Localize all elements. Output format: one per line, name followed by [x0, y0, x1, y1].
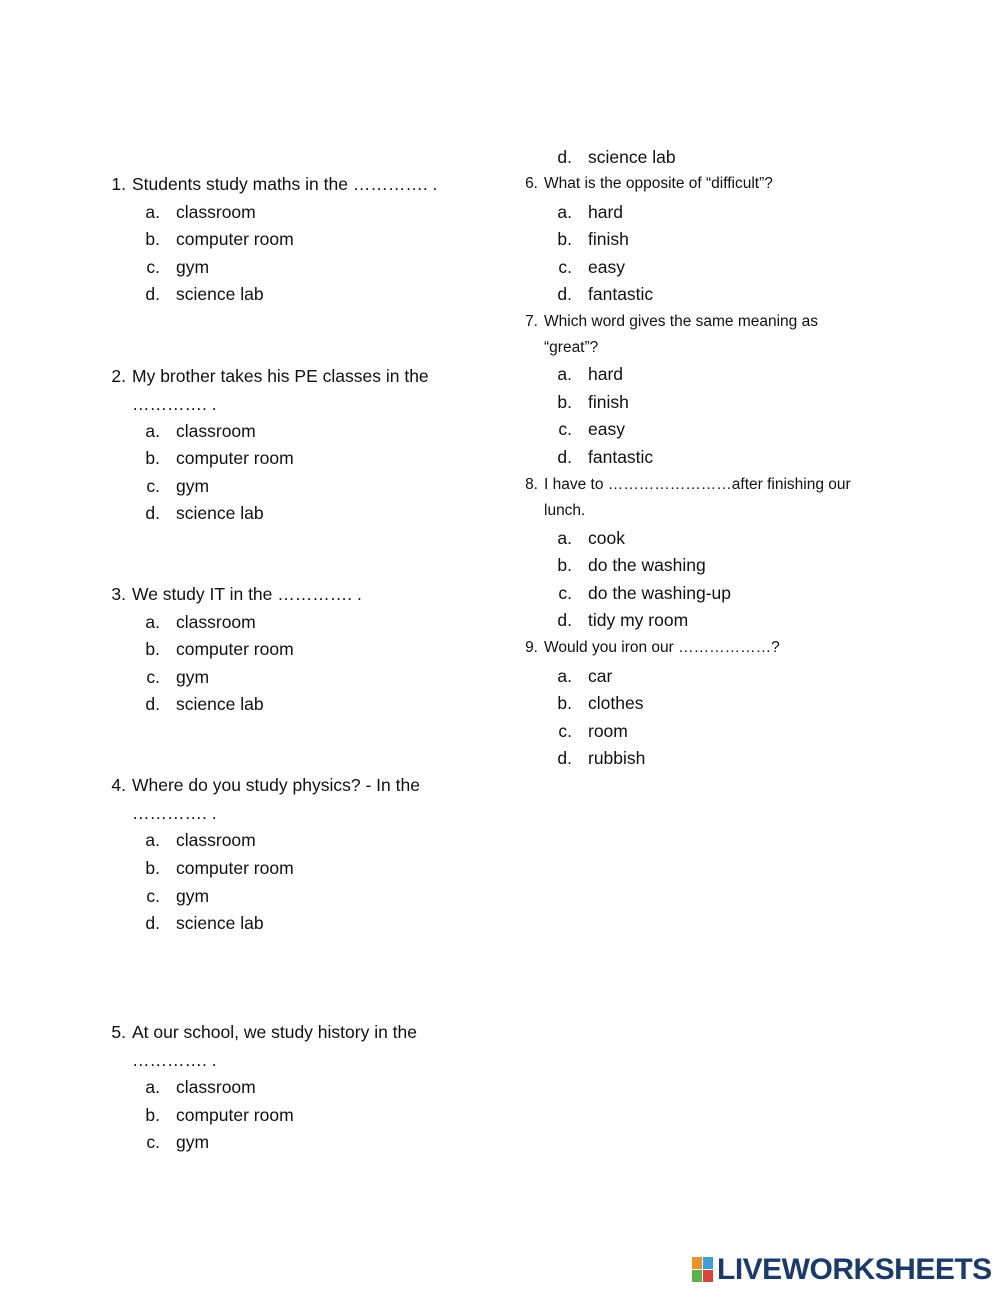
question-number: 5.	[111, 1022, 126, 1042]
logo-blocks-icon	[692, 1257, 714, 1283]
option-letter: b.	[557, 555, 572, 575]
option-text: classroom	[176, 830, 256, 850]
question-text: Where do you study physics? - In the	[132, 775, 420, 795]
option-letter: a.	[557, 666, 572, 686]
option-text: computer room	[176, 858, 294, 878]
question-number: 4.	[111, 775, 126, 795]
question-text: …………. .	[132, 803, 217, 823]
question-number: 6.	[525, 175, 538, 192]
option-letter: a.	[145, 1077, 160, 1097]
option-letter: a.	[145, 421, 160, 441]
question-number: 9.	[525, 639, 538, 656]
option-text: cook	[588, 528, 625, 548]
option-letter: c.	[146, 1132, 160, 1152]
option-letter: c.	[146, 476, 160, 496]
option-text: gym	[176, 257, 210, 277]
option-letter: d.	[557, 284, 572, 304]
option-letter: b.	[145, 858, 160, 878]
option-letter: c.	[146, 886, 160, 906]
option-text: computer room	[176, 639, 294, 659]
option-text: car	[588, 666, 613, 686]
option-text: easy	[588, 257, 625, 277]
option-text: do the washing	[588, 555, 706, 575]
option-text: gym	[176, 476, 210, 496]
option-letter: c.	[558, 419, 572, 439]
option-letter: d.	[145, 694, 160, 714]
option-letter: b.	[557, 693, 572, 713]
option-text: tidy my room	[588, 610, 689, 630]
option-text: rubbish	[588, 748, 646, 768]
option-text: computer room	[176, 229, 294, 249]
question-text: Students study maths in the …………. .	[132, 174, 438, 194]
option-text: classroom	[176, 202, 256, 222]
option-letter: b.	[557, 392, 572, 412]
option-letter: c.	[558, 583, 572, 603]
option-text: classroom	[176, 421, 256, 441]
option-text: gym	[176, 667, 210, 687]
option-letter: d.	[145, 284, 160, 304]
question-text: My brother takes his PE classes in the	[132, 366, 429, 386]
option-letter: d.	[557, 147, 572, 167]
question-text: …………. .	[132, 1050, 217, 1070]
option-text: do the washing-up	[588, 583, 732, 603]
option-letter: d.	[145, 503, 160, 523]
question-text: We study IT in the …………. .	[132, 584, 362, 604]
option-text: fantastic	[588, 447, 654, 467]
option-text: computer room	[176, 1105, 294, 1125]
option-letter: d.	[557, 748, 572, 768]
question-number: 3.	[111, 584, 126, 604]
option-letter: c.	[146, 667, 160, 687]
option-letter: a.	[145, 612, 160, 632]
option-letter: a.	[145, 830, 160, 850]
option-text: science lab	[588, 147, 676, 167]
option-text: finish	[588, 229, 629, 249]
option-letter: a.	[557, 202, 572, 222]
option-text: fantastic	[588, 284, 654, 304]
option-text: finish	[588, 392, 629, 412]
question-number: 8.	[525, 476, 538, 493]
option-letter: d.	[557, 610, 572, 630]
question-number: 7.	[525, 313, 538, 330]
option-letter: d.	[145, 913, 160, 933]
option-letter: b.	[145, 639, 160, 659]
option-text: science lab	[176, 913, 264, 933]
option-letter: d.	[557, 447, 572, 467]
option-text: computer room	[176, 448, 294, 468]
option-text: clothes	[588, 693, 644, 713]
question-text: “great”?	[544, 339, 599, 356]
option-text: room	[588, 721, 628, 741]
question-text: Which word gives the same meaning as	[544, 313, 818, 330]
option-letter: a.	[145, 202, 160, 222]
question-text: …………. .	[132, 394, 217, 414]
option-text: science lab	[176, 503, 264, 523]
option-letter: c.	[146, 257, 160, 277]
question-text: What is the opposite of “difficult”?	[544, 175, 773, 192]
question-text: Would you iron our ………………?	[544, 639, 780, 656]
option-letter: a.	[557, 364, 572, 384]
option-letter: b.	[145, 229, 160, 249]
option-text: classroom	[176, 1077, 256, 1097]
option-letter: b.	[145, 448, 160, 468]
option-letter: b.	[145, 1105, 160, 1125]
option-text: science lab	[176, 694, 264, 714]
option-letter: a.	[557, 528, 572, 548]
option-letter: c.	[558, 257, 572, 277]
option-text: hard	[588, 202, 624, 222]
question-text: At our school, we study history in the	[132, 1022, 417, 1042]
option-text: hard	[588, 364, 624, 384]
question-number: 2.	[111, 366, 126, 386]
option-text: gym	[176, 1132, 210, 1152]
question-text: I have to ……………………after finishing our	[544, 476, 851, 493]
option-letter: b.	[557, 229, 572, 249]
option-text: classroom	[176, 612, 256, 632]
question-text: lunch.	[544, 502, 586, 519]
logo-text: LIVEWORKSHEETS	[717, 1253, 992, 1286]
option-text: easy	[588, 419, 625, 439]
option-text: gym	[176, 886, 210, 906]
question-number: 1.	[111, 174, 126, 194]
option-letter: c.	[558, 721, 572, 741]
liveworksheets-logo	[692, 1254, 992, 1286]
option-text: science lab	[176, 284, 264, 304]
